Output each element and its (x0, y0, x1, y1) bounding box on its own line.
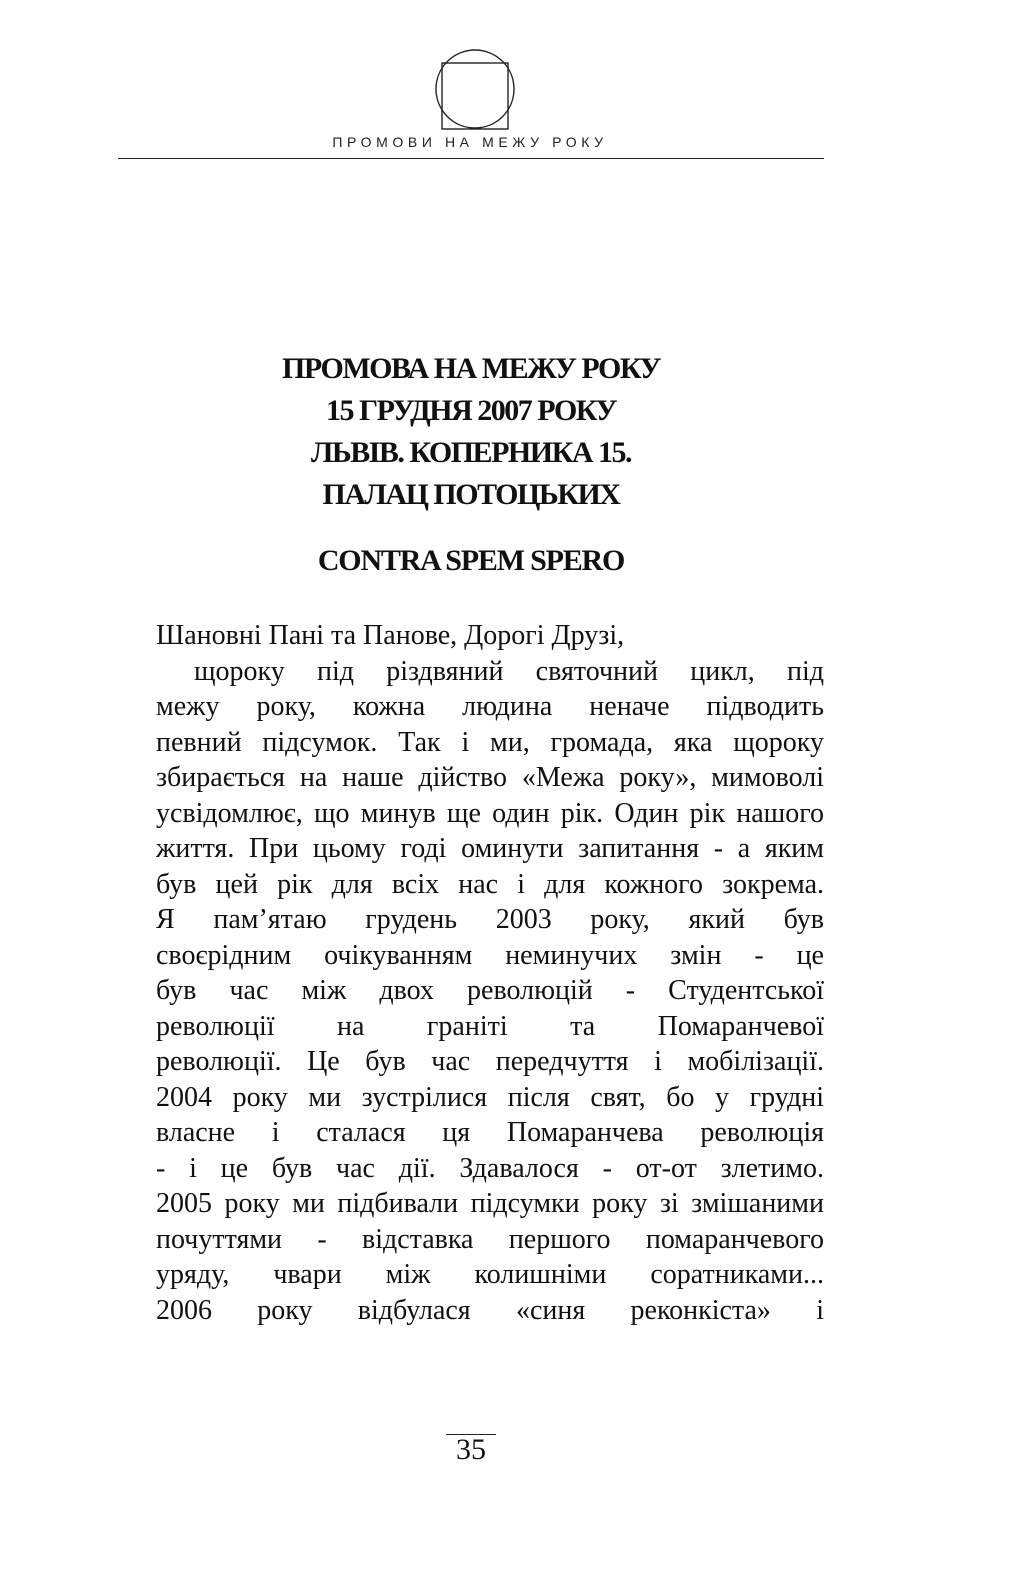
body-line: збирається на наше дійство «Межа року», мимоволі (156, 762, 824, 793)
body-line: життя. При цьому годі оминути запитання - а яким (156, 833, 824, 864)
body-line: був час між двох революцій - Студентської (156, 975, 824, 1006)
running-header: ПРОМОВИ НА МЕЖУ РОКУ (332, 134, 608, 150)
title-address-line: ЛЬВІВ. КОПЕРНИКА 15. (311, 436, 631, 469)
body-line: усвідомлює, що минув ще один рік. Один рік нашого (156, 797, 824, 829)
body-paragraph (118, 654, 824, 1329)
body-line: своєрідним очікуванням неминучих змін - це (156, 939, 824, 971)
body-line: - і це був час дії. Здавалося - от-от злетимо. (156, 1152, 824, 1184)
body-line: 2006 року відбулася «синя реконкіста» і (156, 1294, 824, 1326)
title-venue-line: ПАЛАЦ ПОТОЦЬКИХ (322, 478, 620, 511)
circle-square-emblem-icon (434, 48, 516, 130)
speech-title (118, 348, 824, 516)
title-date-line: 15 ГРУДНЯ 2007 РОКУ (326, 394, 616, 427)
body-line: був цей рік для всіх нас і для кожного зокрема. (156, 868, 824, 900)
body-line: 2004 року ми зустрілися після свят, бо у грудні (156, 1081, 824, 1113)
greeting-line: Шановні Пані та Панове, Дорогі Друзі, (156, 620, 625, 651)
body-line: революції. Це був час передчуття і мобілізації. (156, 1046, 824, 1077)
speech-body (118, 618, 824, 1328)
title-line: ПРОМОВА НА МЕЖУ РОКУ (282, 352, 660, 385)
body-line: Я пам’ятаю грудень 2003 року, який був (156, 904, 824, 935)
body-line: щороку під різдвяний святочний цикл, під (194, 655, 824, 687)
body-line: власне і сталася ця Помаранчева революція (156, 1117, 824, 1148)
body-line: 2005 року ми підбивали підсумки року зі змішаними (156, 1188, 824, 1219)
body-line: почуттями - відставка першого помаранчевого (156, 1223, 824, 1255)
motto-heading: CONTRA SPEM SPERO (317, 544, 625, 577)
page-number: 35 (456, 1433, 486, 1466)
body-line: певний підсумок. Так і ми, громада, яка щороку (156, 726, 824, 758)
body-line: уряду, чвари між колишніми соратниками... (156, 1259, 824, 1290)
body-line: межу року, кожна людина неначе підводить (156, 691, 824, 722)
body-line: революції на граніті та Помаранчевої (156, 1010, 824, 1042)
header-divider (118, 158, 824, 159)
